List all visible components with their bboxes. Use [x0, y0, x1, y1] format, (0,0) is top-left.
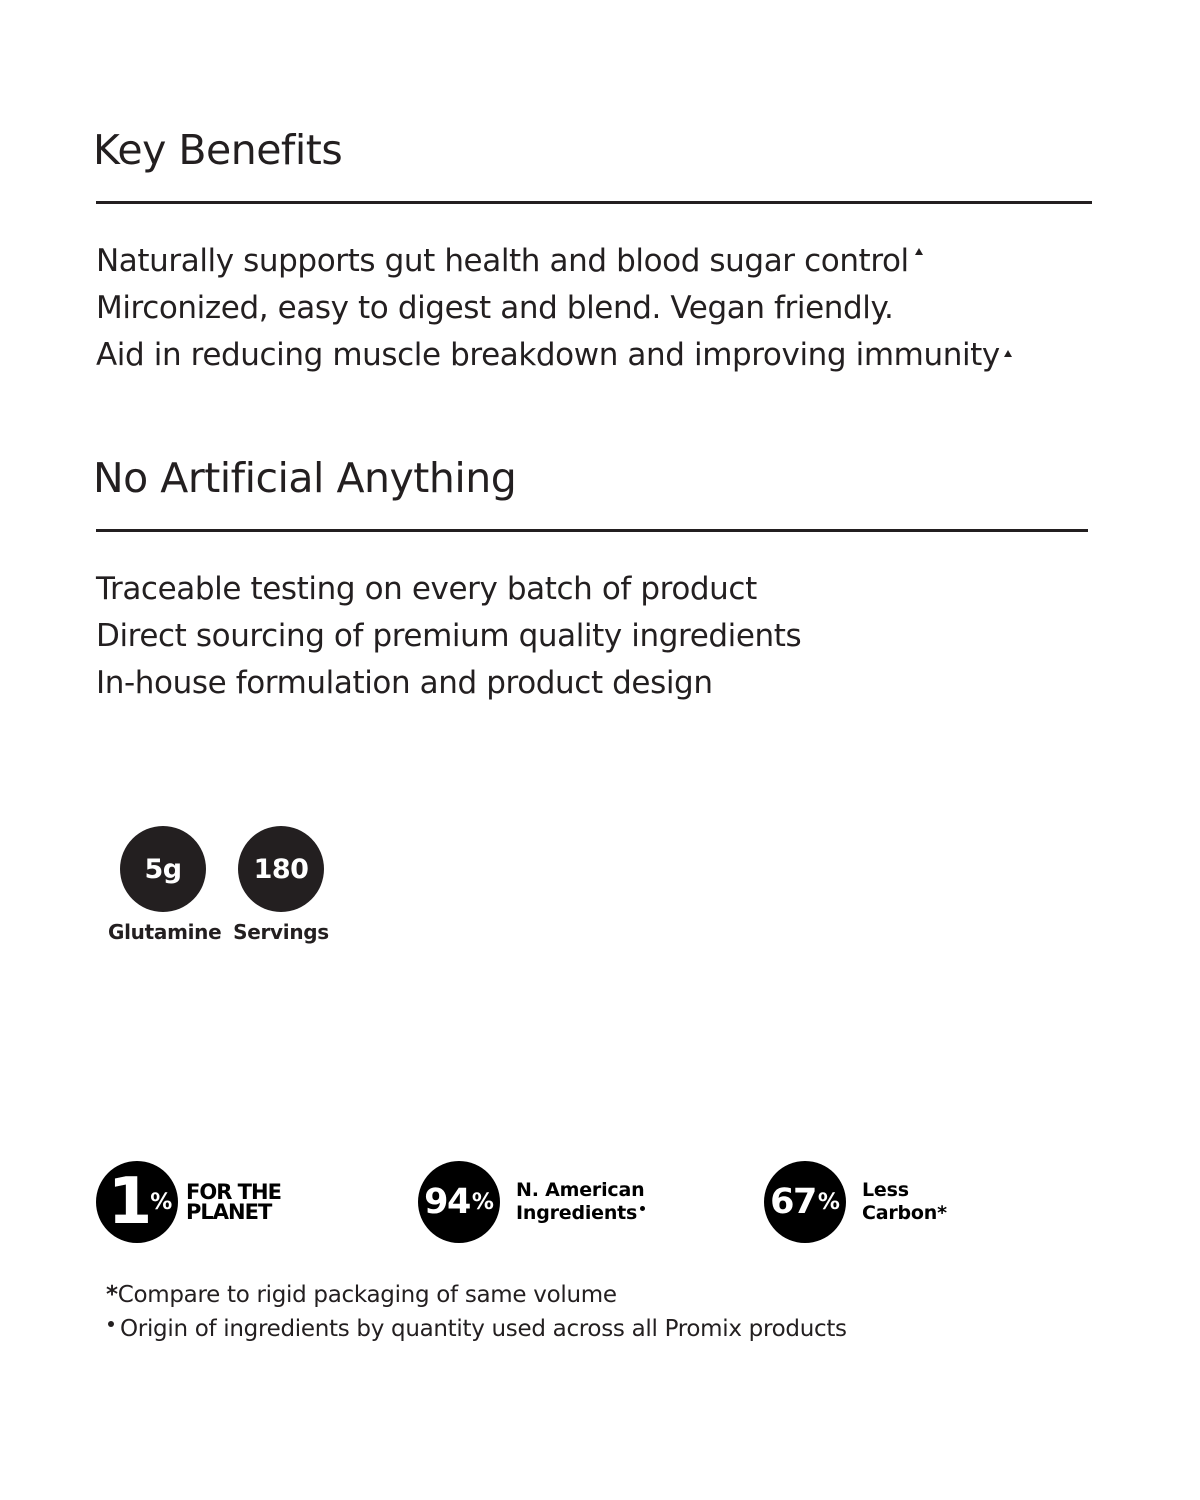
footnote-text: Compare to rigid packaging of same volume [117, 1282, 617, 1308]
asterisk-mark: * [106, 1282, 118, 1308]
carbon-percent-circle [764, 1161, 846, 1243]
key-benefit-item [96, 332, 1012, 379]
badge-percent: % [817, 1189, 840, 1215]
dot-mark-icon [108, 1321, 114, 1327]
footnote-asterisk [106, 1278, 847, 1312]
stat-glutamine [108, 826, 222, 944]
badge-line-2: Carbon* [862, 1202, 947, 1224]
no-artificial-divider [96, 529, 1088, 532]
key-benefit-text: Naturally supports gut health and blood sugar control [96, 243, 909, 279]
footnotes [106, 1278, 847, 1346]
one-percent-planet-badge [96, 1160, 281, 1244]
key-benefit-item [96, 285, 1012, 332]
american-badge-text [516, 1179, 645, 1225]
badge-number: 94 [424, 1182, 470, 1222]
no-artificial-item: In-house formulation and product design [96, 665, 713, 701]
carbon-badge-text [862, 1179, 947, 1225]
less-carbon-badge [764, 1160, 947, 1244]
planet-line-2: PLANET [186, 1200, 272, 1224]
planet-line-1: FOR THE [186, 1180, 281, 1204]
badge-percent: % [471, 1189, 494, 1215]
badge-percent: % [150, 1189, 173, 1215]
american-ingredients-badge [418, 1160, 645, 1244]
key-benefit-text: Mirconized, easy to digest and blend. Vegan friendly. [96, 290, 894, 326]
stat-label: Servings [233, 920, 329, 944]
dot-mark-icon [640, 1206, 645, 1211]
stat-servings [226, 826, 336, 944]
planet-text [186, 1182, 281, 1222]
badge-line-1: Less [862, 1179, 909, 1201]
badge-line-2 [516, 1202, 645, 1225]
badge-line-2-text: Ingredients [516, 1202, 638, 1224]
no-artificial-list [96, 566, 801, 707]
key-benefit-item [96, 238, 1012, 285]
american-percent-circle [418, 1161, 500, 1243]
no-artificial-item: Direct sourcing of premium quality ingredients [96, 618, 802, 654]
badge-number: 1 [107, 1165, 149, 1239]
key-benefit-text: Aid in reducing muscle breakdown and improving immunity [96, 337, 1000, 373]
no-artificial-item: Traceable testing on every batch of product [96, 571, 757, 607]
badge-line-1: N. American [516, 1179, 645, 1201]
stat-value-circle: 180 [238, 826, 324, 912]
stat-label: Glutamine [108, 920, 222, 944]
footnote-text: Origin of ingredients by quantity used across all Promix products [120, 1316, 847, 1342]
triangle-mark-icon [1004, 350, 1012, 357]
key-benefits-divider [96, 201, 1092, 204]
badge-number: 67 [770, 1182, 816, 1222]
triangle-mark-icon [915, 248, 923, 255]
stat-value-circle: 5g [120, 826, 206, 912]
no-artificial-title: No Artificial Anything [93, 454, 517, 502]
footnote-dot [106, 1312, 847, 1346]
key-benefits-title: Key Benefits [93, 126, 343, 174]
key-benefits-list [96, 238, 1012, 379]
one-percent-logo-icon [96, 1161, 178, 1243]
